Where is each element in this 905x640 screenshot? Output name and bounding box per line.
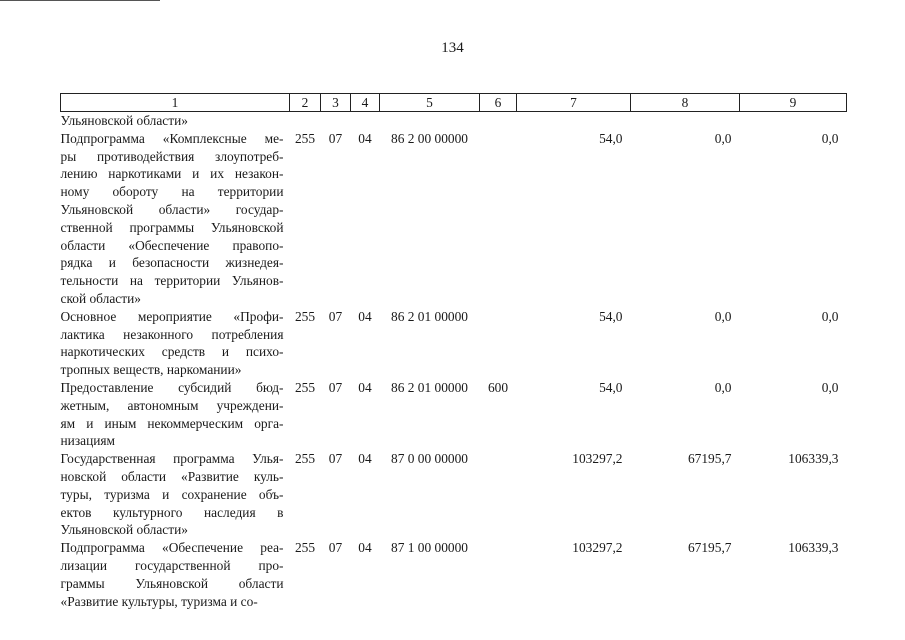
- amount-col-9: 106339,3: [788, 451, 839, 467]
- amount-col-8: 67195,7: [687, 451, 732, 467]
- row-name: [61, 450, 290, 539]
- header-col-9: 9: [740, 94, 847, 112]
- section-code: 07: [328, 379, 343, 395]
- row-name-line: ному обороту на территории: [60, 184, 284, 200]
- amount-col-7: 103297,2: [572, 451, 623, 467]
- expense-type-code: [480, 539, 517, 610]
- header-row: [61, 94, 847, 112]
- row-name-line: тропных веществ, наркомании»: [60, 362, 242, 378]
- amount-col-8: 0,0: [714, 379, 732, 395]
- row-name: [61, 308, 290, 379]
- row-name-line: ям и иным некоммерческим орга-: [60, 415, 284, 431]
- chapter-code: 255: [294, 130, 316, 146]
- row-name-line: наркотических средств и психо-: [60, 344, 284, 360]
- target-article-code: 86 2 01 00000: [391, 379, 468, 395]
- section-code: 07: [328, 130, 343, 146]
- continuation-text: Ульяновской области»: [60, 113, 188, 128]
- amount-col-7: 54,0: [599, 379, 623, 395]
- row-name-line: жетным, автономным учреждени-: [60, 397, 284, 413]
- expense-type-code: [480, 308, 517, 379]
- expense-type-code: [480, 130, 517, 308]
- row-name-line: Ульяновской области»: [60, 522, 188, 538]
- subsection-code: 04: [358, 130, 372, 146]
- header-col-7: 7: [517, 94, 631, 112]
- chapter-code: 255: [294, 540, 316, 556]
- table-row: [61, 539, 847, 610]
- amount-col-7: 103297,2: [572, 540, 623, 556]
- chapter-code: 255: [294, 451, 316, 467]
- section-code: 07: [328, 540, 343, 556]
- amount-col-9: 106339,3: [788, 540, 839, 556]
- page-number: 134: [441, 40, 464, 56]
- row-name-line: Подпрограмма «Обеспечение реа-: [60, 540, 284, 556]
- row-name-line: низациям: [60, 433, 116, 449]
- row-name: [61, 539, 290, 610]
- header-col-1: 1: [61, 94, 290, 112]
- chapter-code: 255: [294, 308, 316, 324]
- amount-col-9: 0,0: [821, 130, 839, 146]
- subsection-code: 04: [358, 308, 372, 324]
- row-name-line: Предоставление субсидий бюд-: [60, 379, 284, 395]
- amount-col-8: 67195,7: [687, 540, 732, 556]
- target-article-code: 86 2 00 00000: [391, 130, 468, 146]
- header-col-6: 6: [480, 94, 517, 112]
- row-name: [61, 130, 290, 308]
- amount-col-7: 54,0: [599, 130, 623, 146]
- subsection-code: 04: [358, 379, 372, 395]
- section-code: 07: [328, 308, 343, 324]
- row-name-line: Подпрограмма «Комплексные ме-: [60, 130, 284, 146]
- subsection-code: 04: [358, 451, 372, 467]
- header-col-5: 5: [380, 94, 480, 112]
- amount-col-8: 0,0: [714, 308, 732, 324]
- row-name-line: ектов культурного наследия в: [60, 504, 284, 520]
- row-name-line: граммы Ульяновской области: [60, 575, 284, 591]
- amount-col-8: 0,0: [714, 130, 732, 146]
- expense-type-code: 600: [487, 379, 509, 395]
- table-row: [61, 308, 847, 379]
- target-article-code: 87 1 00 00000: [391, 540, 468, 556]
- row-name-line: ры противодействия злоупотреб-: [60, 148, 284, 164]
- row-name-line: лизации государственной про-: [60, 557, 284, 573]
- scan-edge-line: [0, 0, 160, 1]
- row-name-line: лению наркотиками и их незакон-: [60, 166, 284, 182]
- row-name-line: ской области»: [60, 290, 141, 306]
- row-name-line: Государственная программа Улья-: [60, 451, 284, 467]
- row-name-line: лактика незаконного потребления: [60, 326, 284, 342]
- row-name-line: тельности на территории Ульянов-: [60, 273, 284, 289]
- row-name-line: рядка и безопасности жизнедея-: [60, 255, 284, 271]
- header-col-8: 8: [631, 94, 740, 112]
- chapter-code: 255: [294, 379, 316, 395]
- table-row: [61, 379, 847, 450]
- target-article-code: 86 2 01 00000: [391, 308, 468, 324]
- expense-type-code: [480, 450, 517, 539]
- budget-table: [60, 93, 847, 610]
- row-name-line: «Развитие культуры, туризма и со-: [60, 593, 258, 609]
- header-col-2: 2: [290, 94, 321, 112]
- row-name-line: Ульяновской области» государ-: [60, 201, 284, 217]
- row-name-line: туры, туризма и сохранение объ-: [60, 486, 284, 502]
- target-article-code: 87 0 00 00000: [391, 451, 468, 467]
- row-name-line: новской области «Развитие куль-: [60, 468, 284, 484]
- table-row: [61, 450, 847, 539]
- amount-col-9: 0,0: [821, 308, 839, 324]
- row-name-line: области «Обеспечение правопо-: [60, 237, 284, 253]
- row-name-line: Основное мероприятие «Профи-: [60, 308, 284, 324]
- row-name: [61, 379, 290, 450]
- continuation-row: [61, 112, 847, 130]
- amount-col-9: 0,0: [821, 379, 839, 395]
- header-col-3: 3: [321, 94, 351, 112]
- table-row: [61, 130, 847, 308]
- row-name-line: ственной программы Ульяновской: [60, 219, 284, 235]
- section-code: 07: [328, 451, 343, 467]
- header-col-4: 4: [351, 94, 380, 112]
- amount-col-7: 54,0: [599, 308, 623, 324]
- subsection-code: 04: [358, 540, 372, 556]
